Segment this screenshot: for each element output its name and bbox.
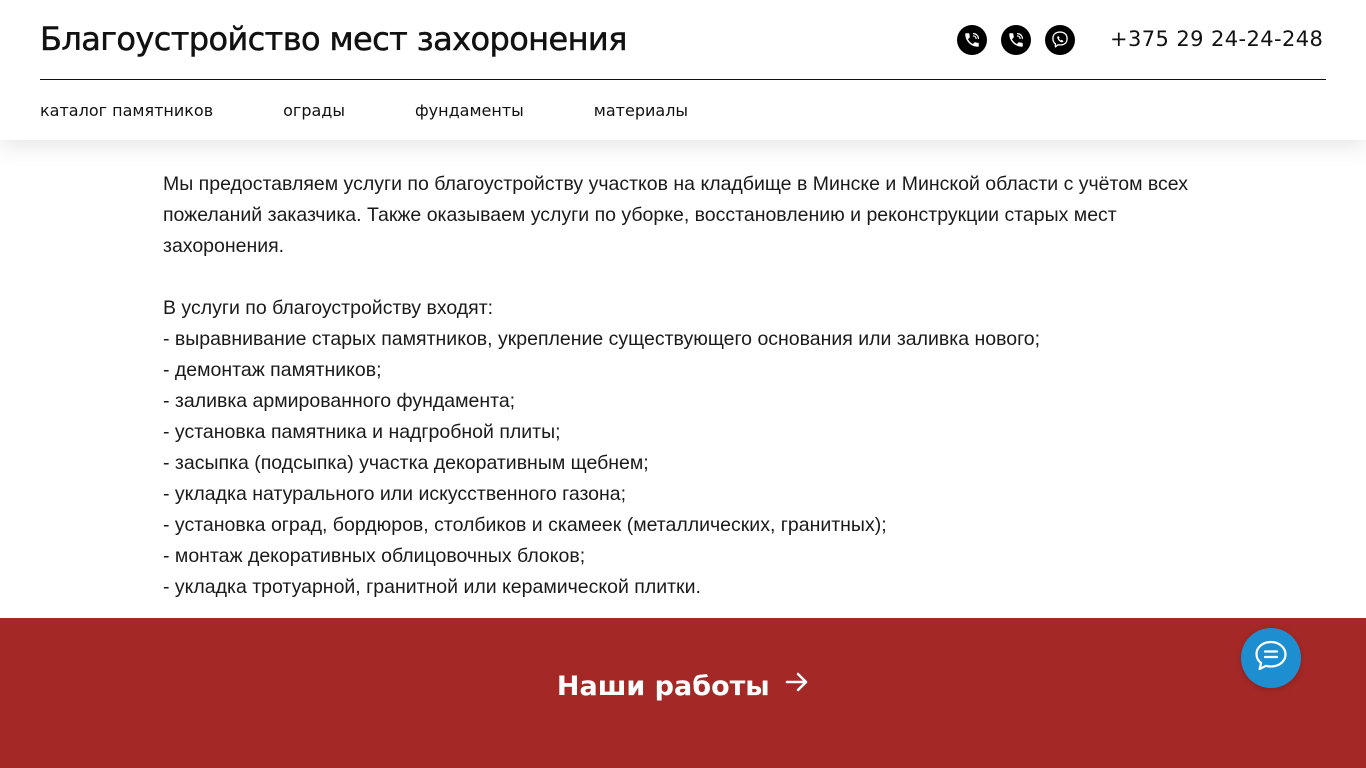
intro-paragraph: Мы предоставляем услуги по благоустройству участков на кладбище в Минске и Минской области с учётом всех пожеланий заказчика. Также оказываем услуги по уборке, восстановлению и реконструкции старых мест захоронения. [163, 173, 1188, 257]
nav-item-foundations[interactable]: фундаменты [414, 101, 524, 120]
nav-item-materials[interactable]: материалы [593, 101, 689, 120]
list-item: - укладка натурального или искусственного газона; [163, 483, 627, 505]
list-item: - укладка тротуарной, гранитной или керамической плитки. [163, 576, 701, 598]
arrow-right-icon [785, 669, 809, 700]
nav-item-catalog[interactable]: каталог памятников [40, 101, 214, 120]
our-works-label: Наши работы [556, 671, 770, 702]
viber-icon[interactable] [1045, 25, 1075, 55]
contact-icons [957, 25, 1075, 55]
phone-icon[interactable] [957, 25, 987, 55]
list-item: - монтаж декоративных облицовочных блоков; [163, 545, 586, 567]
list-item: - установка оград, бордюров, столбиков и скамеек (металлических, гранитных); [163, 514, 887, 536]
phone-icon[interactable] [1001, 25, 1031, 55]
list-item: - засыпка (подсыпка) участка декоративным щебнем; [163, 452, 649, 474]
site-header [0, 0, 1366, 140]
nav-item-fences[interactable]: ограды [283, 101, 345, 120]
list-item: - демонтаж памятников; [163, 359, 382, 381]
services-heading: В услуги по благоустройству входят: [163, 297, 494, 319]
paragraph-gap [163, 262, 1203, 293]
list-item: - установка памятника и надгробной плиты; [163, 421, 561, 443]
list-item: - выравнивание старых памятников, укрепление существующего основания или заливка нового; [163, 328, 1041, 350]
list-item: - заливка армированного фундамента; [163, 390, 516, 412]
page-title: Благоустройство мест захоронения [40, 20, 627, 58]
phone-number-link[interactable]: +375 29 24-24-248 [1110, 27, 1324, 51]
main-content [163, 169, 1203, 603]
our-works-link[interactable] [0, 671, 1366, 702]
chat-button[interactable] [1241, 628, 1301, 688]
chat-icon [1251, 636, 1291, 680]
header-divider [40, 79, 1326, 80]
main-nav [40, 101, 758, 120]
services-list [163, 324, 1203, 603]
